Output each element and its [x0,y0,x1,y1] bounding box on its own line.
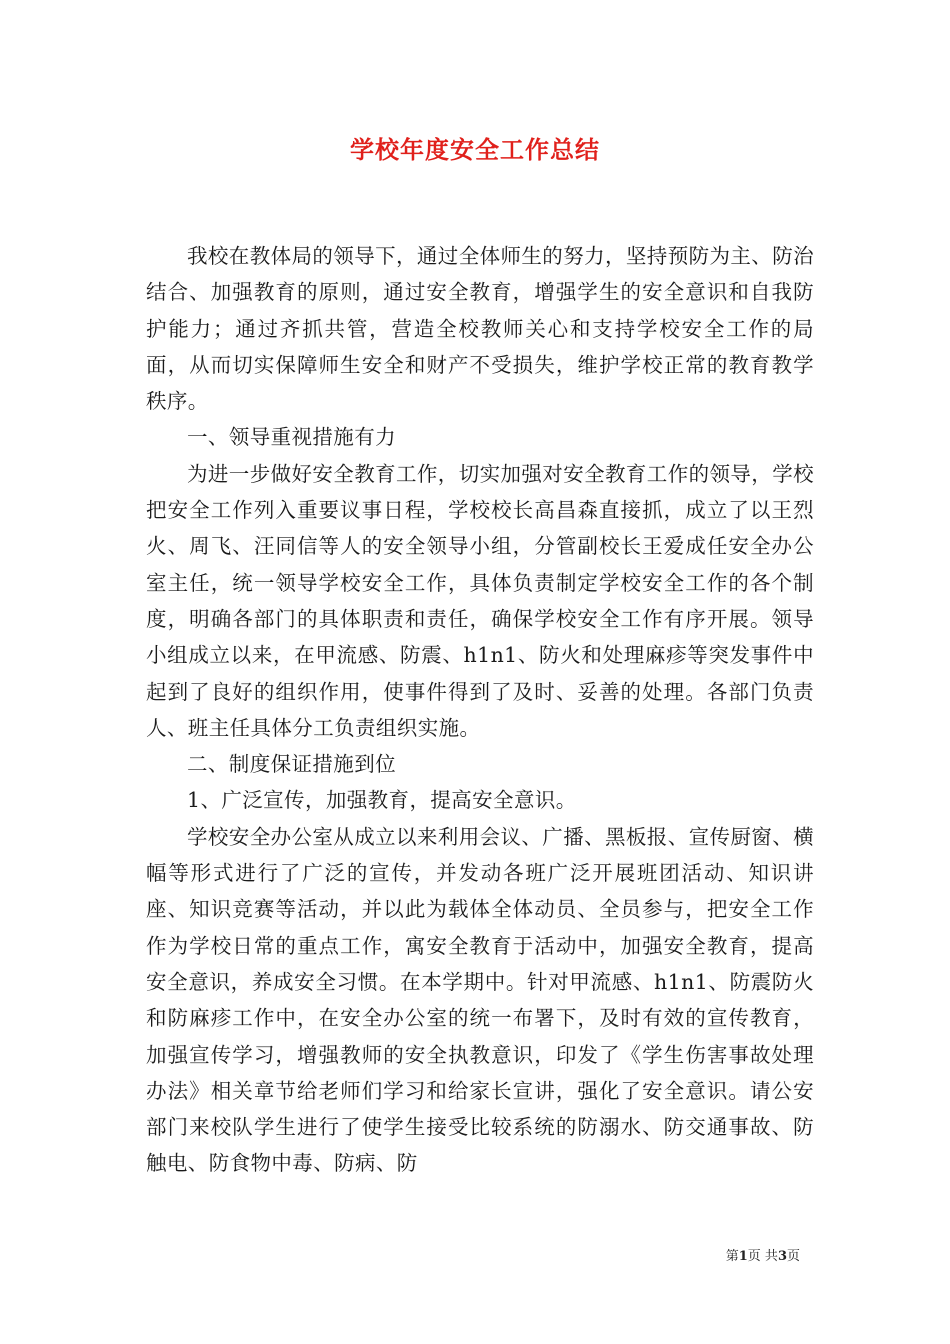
page-footer [0,1247,800,1267]
body-paragraph-leadership: 为进一步做好安全教育工作，切实加强对安全教育工作的领导，学校把安全工作列入重要议事日程，学校校长高昌森直接抓，成立了以王烈火、周飞、汪同信等人的安全领导小组，分管副校长王爱成任安全办公室主任，统一领导学校安全工作，具体负责制定学校安全工作的各个制度，明确各部门的具体职责和责任，确保学校安全工作有序开展。领导小组成立以来，在甲流感、防震、h1n1、防火和处理麻疹等突发事件中起到了良好的组织作用，使事件得到了及时、妥善的处理。各部门负责人、班主任具体分工负责组织实施。 [146,461,814,740]
footer-page-number: 1 [738,1249,748,1264]
section-heading-1: 一、领导重视措施有力 [187,425,396,450]
body-paragraph-publicity: 学校安全办公室从成立以来利用会议、广播、黑板报、宣传厨窗、横幅等形式进行了广泛的宣传，并发动各班广泛开展班团活动、知识讲座、知识竞赛等活动，并以此为载体全体动员、全员参与，把安全工作作为学校日常的重点工作，寓安全教育于活动中，加强安全教育，提高安全意识，养成安全习惯。在本学期中。针对甲流感、h1n1、防震防火和防麻疹工作中，在安全办公室的统一布署下，及时有效的宣传教育，加强宣传学习，增强教师的安全执教意识，印发了《学生伤害事故处理办法》相关章节给老师们学习和给家长宣讲，强化了安全意识。请公安部门来校队学生进行了使学生接受比较系统的防溺水、防交通事故、防触电、防食物中毒、防病、防 [146,824,814,1176]
footer-suffix: 页 [786,1249,800,1264]
body-paragraph-intro: 我校在教体局的领导下，通过全体师生的努力，坚持预防为主、防治结合、加强教育的原则，通过安全教育，增强学生的安全意识和自我防护能力；通过齐抓共管，营造全校教师关心和支持学校安全工作的局面，从而切实保障师生安全和财产不受损失，维护学校正常的教育教学秩序。 [146,244,814,414]
footer-prefix: 第 [725,1249,739,1264]
document-body [146,238,814,1182]
section-heading-2: 二、制度保证措施到位 [187,752,396,777]
document-title: 学校年度安全工作总结 [350,135,600,164]
subsection-heading-1: 1、广泛宣传，加强教育，提高安全意识。 [187,788,577,813]
footer-middle: 页 共 [747,1249,778,1264]
footer-total-pages: 3 [777,1249,787,1264]
